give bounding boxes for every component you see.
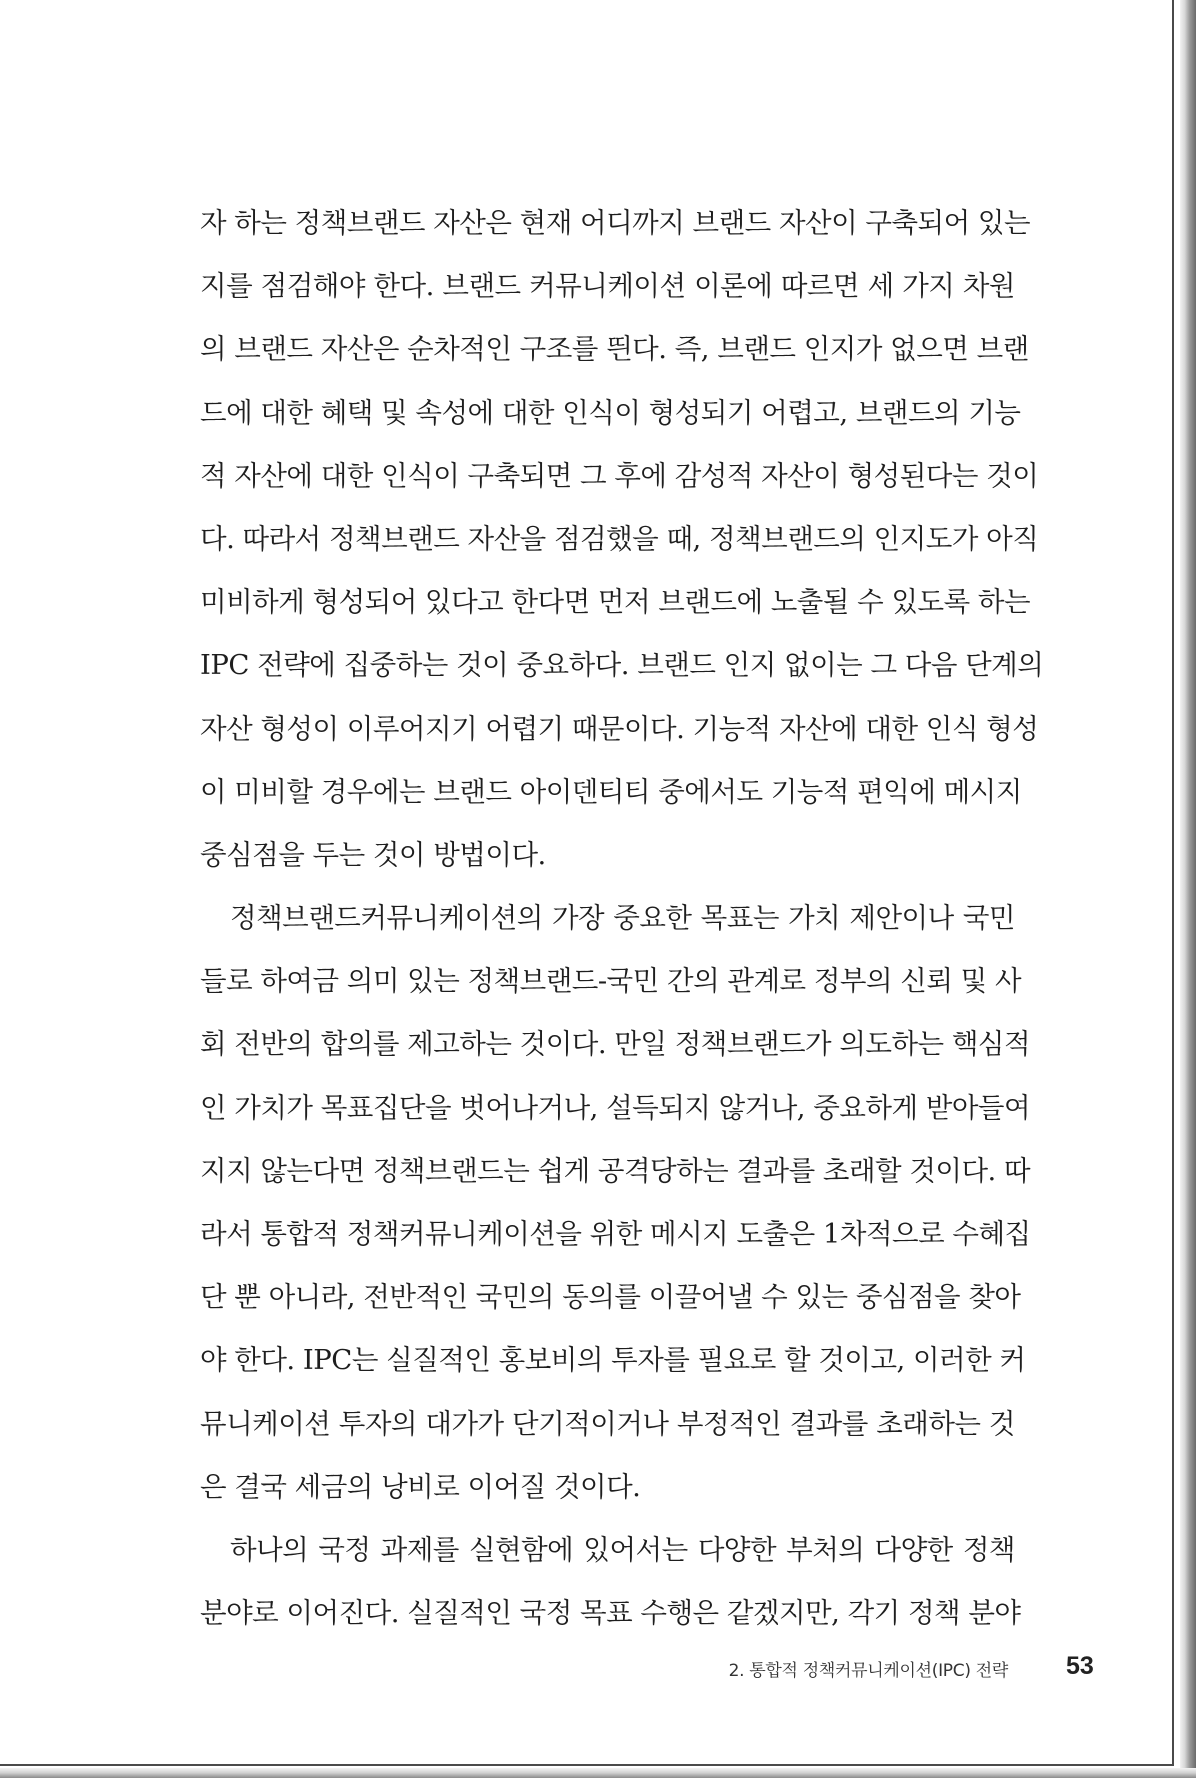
text-line: 라서 통합적 정책커뮤니케이션을 위한 메시지 도출은 1차적으로 수혜집 xyxy=(200,1218,1031,1250)
running-title: 2. 통합적 정책커뮤니케이션(IPC) 전략 xyxy=(728,1661,1008,1681)
text-line: 들로 하여금 의미 있는 정책브랜드-국민 간의 관계로 정부의 신뢰 및 사 xyxy=(200,965,1022,998)
page-edge-shadow-right xyxy=(1180,0,1196,1778)
text-line: 중심점을 두는 것이 방법이다. xyxy=(200,838,546,871)
text-line: 하나의 국정 과제를 실현함에 있어서는 다양한 부처의 다양한 정책 xyxy=(230,1533,1015,1566)
text-line: 정책브랜드커뮤니케이션의 가장 중요한 목표는 가치 제안이나 국민 xyxy=(230,902,1015,935)
body-text xyxy=(200,192,1044,1645)
text-line: 뮤니케이션 투자의 대가가 단기적이거나 부정적인 결과를 초래하는 것 xyxy=(200,1407,1015,1440)
text-line: 야 한다. IPC는 실질적인 홍보비의 투자를 필요로 할 것이고, 이러한 커 xyxy=(200,1344,1026,1377)
text-line: 미비하게 형성되어 있다고 한다면 먼저 브랜드에 노출될 수 있도록 하는 xyxy=(200,586,1031,619)
text-line: 지지 않는다면 정책브랜드는 쉽게 공격당하는 결과를 초래할 것이다. 따 xyxy=(200,1154,1031,1187)
paragraph xyxy=(200,887,1031,1519)
paragraph xyxy=(200,192,1044,887)
text-line: 다. 따라서 정책브랜드 자산을 점검했을 때, 정책브랜드의 인지도가 아직 xyxy=(200,522,1039,555)
text-line: 적 자산에 대한 인식이 구축되면 그 후에 감성적 자산이 형성된다는 것이 xyxy=(200,459,1039,492)
text-line: 인 가치가 목표집단을 벗어나거나, 설득되지 않거나, 중요하게 받아들여 xyxy=(200,1091,1031,1124)
text-line: 이 미비할 경우에는 브랜드 아이덴티티 중에서도 기능적 편익에 메시지 xyxy=(200,775,1022,808)
text-line: 의 브랜드 자산은 순차적인 구조를 띈다. 즉, 브랜드 인지가 없으면 브랜 xyxy=(200,333,1029,366)
text-line: IPC 전략에 집중하는 것이 중요하다. 브랜드 인지 없이는 그 다음 단계의 xyxy=(200,649,1044,682)
page-edge-shadow-bottom xyxy=(0,1768,1196,1778)
text-line: 분야로 이어진다. 실질적인 국정 목표 수행은 같겠지만, 각기 정책 분야 xyxy=(200,1597,1021,1630)
text-line: 단 뿐 아니라, 전반적인 국민의 동의를 이끌어낼 수 있는 중심점을 찾아 xyxy=(200,1281,1021,1314)
page-number: 53 xyxy=(1066,1652,1094,1680)
text-line: 은 결국 세금의 낭비로 이어질 것이다. xyxy=(200,1470,641,1503)
text-line: 자산 형성이 이루어지기 어렵기 때문이다. 기능적 자산에 대한 인식 형성 xyxy=(200,712,1039,745)
text-line: 드에 대한 혜택 및 속성에 대한 인식이 형성되기 어렵고, 브랜드의 기능 xyxy=(200,396,1021,429)
paragraph xyxy=(200,1519,1021,1645)
text-line: 지를 점검해야 한다. 브랜드 커뮤니케이션 이론에 따르면 세 가지 차원 xyxy=(200,270,1015,303)
text-line: 자 하는 정책브랜드 자산은 현재 어디까지 브랜드 자산이 구축되어 있는 xyxy=(200,207,1031,239)
text-line: 회 전반의 합의를 제고하는 것이다. 만일 정책브랜드가 의도하는 핵심적 xyxy=(200,1028,1031,1061)
page-footer xyxy=(0,1650,1196,1690)
